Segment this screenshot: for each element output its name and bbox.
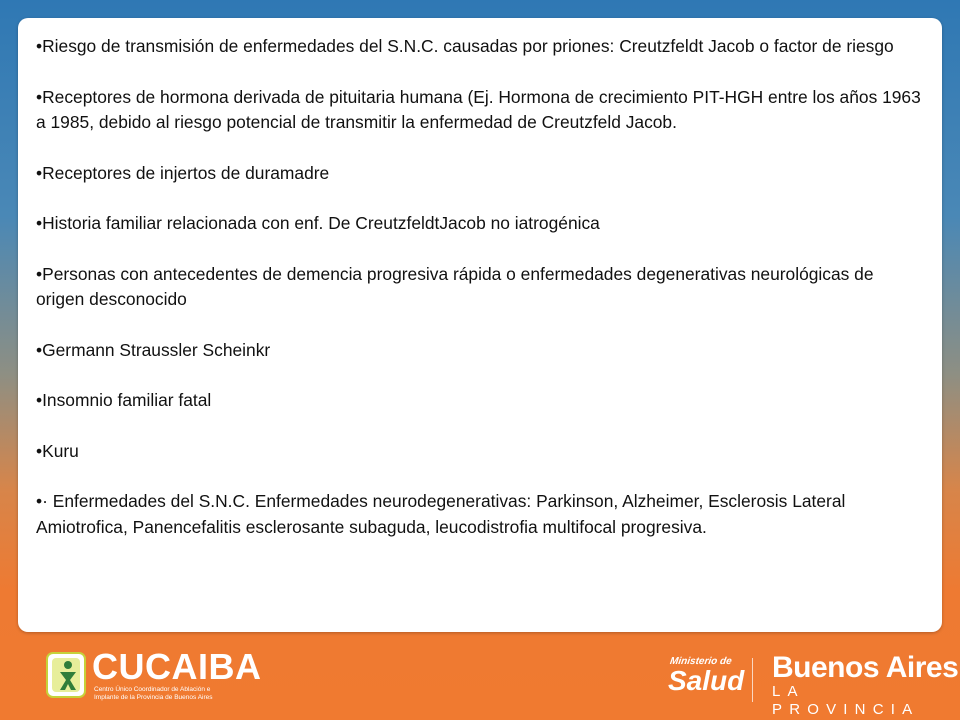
bullet-item [36,211,926,237]
bullet-text: · Enfermedades del S.N.C. Enfermedades neurodegenerativas: Parkinson, Alzheimer, Esclerosis Lateral Amiotrofica, Panencefalitis esclerosante subaguda, leucodistrofia multifocal progresiva. [36,491,846,537]
bullet-text: Personas con antecedentes de demencia progresiva rápida o enfermedades degenerativas neurológicas de origen desconocido [36,263,874,309]
bullet-item [36,439,926,465]
bullet-item [36,388,926,414]
ministerio-label: Ministerio de [669,656,733,667]
bullet-list [36,34,926,565]
bullet-text: Receptores de hormona derivada de pituitaria humana (Ej. Hormona de crecimiento PIT-HGH entre los años 1963 a 1985, debido al riesgo potencial de transmitir la enfermedad de Creutzfeld Jacob. [36,86,921,132]
bullet-item [36,489,926,540]
bullet-text: Riesgo de transmisión de enfermedades del S.N.C. causadas por priones: Creutzfeldt Jacob o factor de riesgo [42,36,894,56]
cucaiba-subtitle: Centro Único Coordinador de Ablación e Implante de la Provincia de Buenos Aires [94,686,213,701]
bullet-text: Kuru [42,440,79,461]
bullet-item [36,85,926,136]
footer-bar [0,640,960,720]
bullet-item [36,34,926,60]
bullet-text: Insomnio familiar fatal [42,390,212,410]
salud-label: Salud [668,665,745,696]
cucaiba-title: CUCAIBA [92,646,262,687]
provincia-label: LA PROVINCIA [772,683,920,718]
buenos-aires-label: Buenos Aires [772,651,959,684]
footer-divider [752,658,753,702]
bullet-text: Receptores de injertos de duramadre [42,162,330,183]
bullet-item [36,161,926,187]
bullet-text: Germann Straussler Scheinkr [42,339,271,360]
cucaiba-logo-icon [46,652,86,698]
bullet-item [36,338,926,364]
bullet-item [36,262,926,313]
bullet-text: Historia familiar relacionada con enf. De CreutzfeldtJacob no iatrogénica [42,213,600,233]
content-card [18,18,942,632]
